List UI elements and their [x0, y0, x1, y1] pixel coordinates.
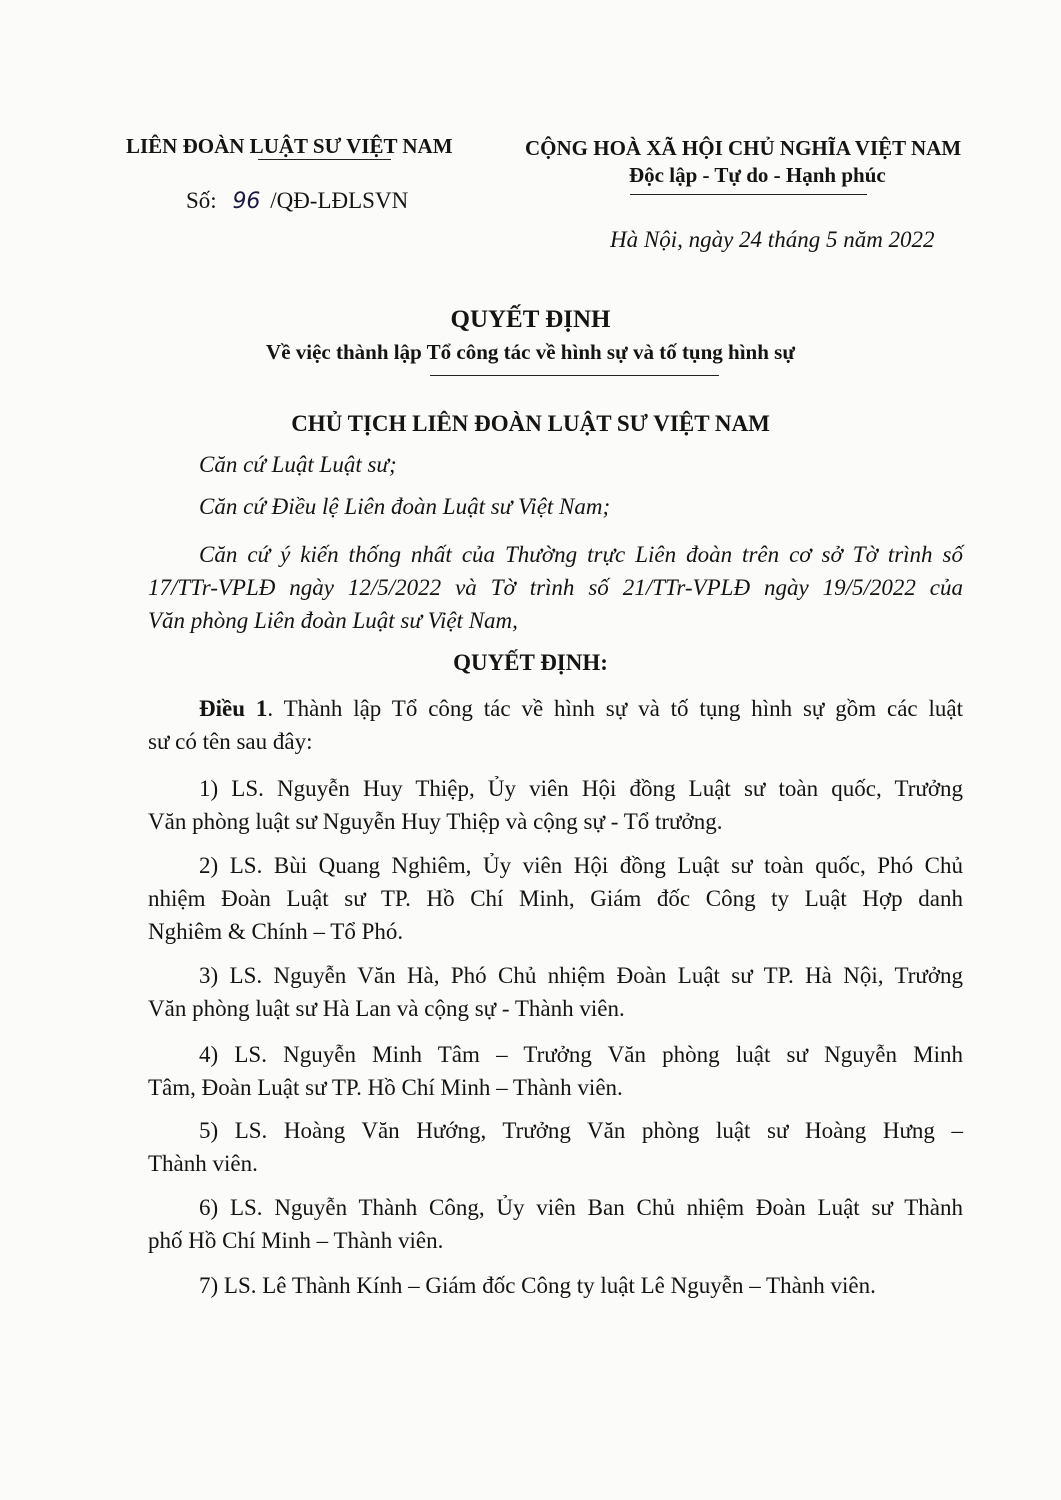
member-item: 3) LS. Nguyễn Văn Hà, Phó Chủ nhiệm Đoàn Luật sư TP. Hà Nội, Trưởng Văn phòng luật sư Hà Lan và cộng sự - Thành viên.: [148, 963, 963, 1021]
article-1: Điều 1. Thành lập Tổ công tác về hình sự và tố tụng hình sự gồm các luật sư có tên sau đây:: [148, 696, 964, 754]
motto-underline: [630, 194, 867, 195]
subject-underline: [430, 375, 719, 376]
nation-name: CỘNG HOÀ XÃ HỘI CHỦ NGHĨA VIỆT NAM: [525, 136, 962, 160]
handwritten-number: 96: [232, 189, 261, 214]
member-item: 6) LS. Nguyễn Thành Công, Ủy viên Ban Chủ nhiệm Đoàn Luật sư Thành phố Hồ Chí Minh – Thành viên.: [148, 1195, 963, 1253]
org-underline: [258, 159, 391, 160]
national-motto: Độc lập - Tự do - Hạnh phúc: [629, 163, 886, 187]
issuing-authority: CHỦ TỊCH LIÊN ĐOÀN LUẬT SƯ VIỆT NAM: [291, 411, 770, 436]
document-title: QUYẾT ĐỊNH: [450, 306, 611, 333]
basis-law: Căn cứ Luật Luật sư;: [199, 452, 397, 477]
member-item: 1) LS. Nguyễn Huy Thiệp, Ủy viên Hội đồng Luật sư toàn quốc, Trưởng Văn phòng luật sư Nguyễn Huy Thiệp và cộng sự - Tổ trưởng.: [148, 776, 963, 834]
basis-charter: Căn cứ Điều lệ Liên đoàn Luật sư Việt Nam;: [199, 494, 611, 519]
place-date: Hà Nội, ngày 24 tháng 5 năm 2022: [610, 227, 935, 252]
document-subject: Về việc thành lập Tổ công tác về hình sự và tố tụng hình sự: [266, 340, 795, 364]
org-name-left: LIÊN ĐOÀN LUẬT SƯ VIỆT NAM: [126, 134, 453, 158]
document-number: Số: 96 /QĐ-LĐLSVN: [186, 188, 409, 214]
basis-opinion: Căn cứ ý kiến thống nhất của Thường trực Liên đoàn trên cơ sở Tờ trình số 17/TTr-VPLĐ ngày 12/5/2022 và Tờ trình số 21/TTr-VPLĐ ngày 19/5/2022 của Văn phòng Liên đoàn Luật sư Việt Nam,: [148, 542, 963, 633]
member-item: 5) LS. Hoàng Văn Hướng, Trưởng Văn phòng luật sư Hoàng Hưng – Thành viên.: [148, 1118, 963, 1176]
member-item: 2) LS. Bùi Quang Nghiêm, Ủy viên Hội đồng Luật sư toàn quốc, Phó Chủ nhiệm Đoàn Luật sư TP. Hồ Chí Minh, Giám đốc Công ty Luật Hợp danh Nghiêm & Chính – Tổ Phó.: [148, 853, 963, 944]
decide-heading: QUYẾT ĐỊNH:: [453, 650, 608, 675]
member-item: 4) LS. Nguyễn Minh Tâm – Trưởng Văn phòng luật sư Nguyễn Minh Tâm, Đoàn Luật sư TP. Hồ Chí Minh – Thành viên.: [148, 1042, 963, 1100]
member-item: 7) LS. Lê Thành Kính – Giám đốc Công ty luật Lê Nguyễn – Thành viên.: [199, 1273, 876, 1298]
article-1-label: Điều 1: [199, 696, 268, 721]
